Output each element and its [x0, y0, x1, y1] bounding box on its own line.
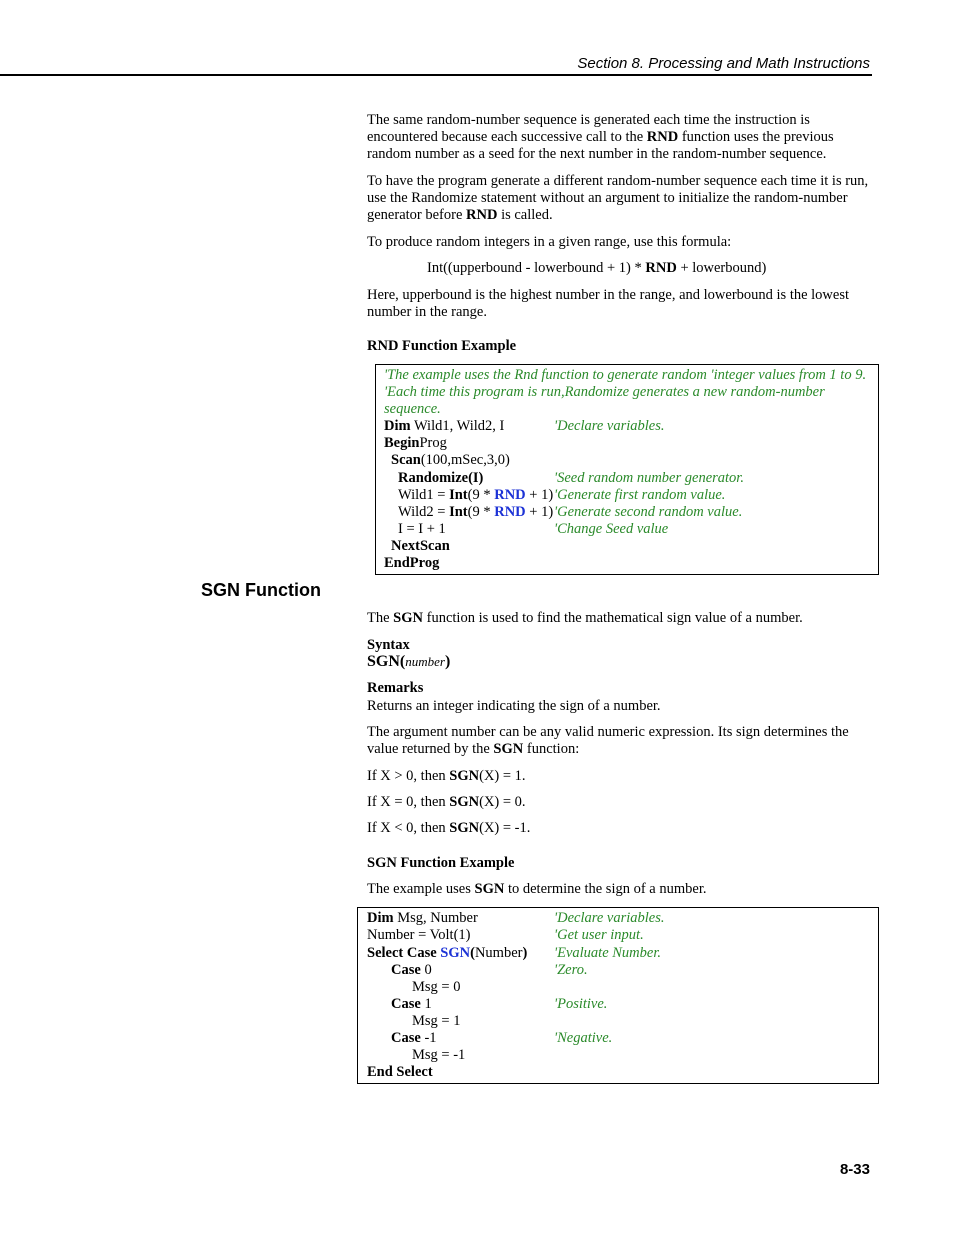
remarks-text-1: Returns an integer indicating the sign of a number. — [367, 698, 661, 714]
code-comment: 'Zero. — [554, 962, 588, 978]
syntax-label: Syntax — [367, 637, 410, 653]
remarks-text-2: The argument number can be any valid numeric expression. Its sign determines the value returned by the SGN function: — [367, 724, 849, 757]
syntax-signature: SGN(number) — [367, 653, 451, 670]
code-comment: 'Generate first random value. — [554, 487, 726, 503]
code-comment: 'Declare variables. — [554, 910, 665, 926]
code-comment: 'Negative. — [554, 1030, 613, 1046]
code-line-msg-1: Msg = 1 — [412, 1013, 461, 1029]
page-number: 8-33 — [839, 1161, 870, 1178]
code-line-beginprog: BeginProg — [384, 435, 447, 451]
sgn-example-intro: The example uses SGN to determine the sign of a number. — [367, 881, 707, 897]
code-line-case-neg1: Case -1 — [391, 1030, 437, 1046]
code-comment: 'Seed random number generator. — [554, 470, 744, 486]
rnd-example-heading: RND Function Example — [367, 338, 517, 354]
code-line-scan: Scan(100,mSec,3,0) — [391, 452, 510, 468]
code-line-case-1: Case 1 — [391, 996, 432, 1012]
code-line-nextscan: NextScan — [391, 538, 450, 554]
code-line-increment: I = I + 1 — [398, 521, 446, 537]
remarks-label: Remarks — [367, 680, 424, 696]
code-line-select-case: Select Case SGN(Number) — [367, 945, 528, 961]
sgn-example-heading: SGN Function Example — [367, 855, 515, 871]
code-comment: 'Get user input. — [554, 927, 644, 943]
rnd-code-box — [375, 364, 879, 575]
rnd-paragraph-1: The same random-number sequence is generated each time the instruction is encountered because each successive call to the RND function uses the previous random number as a seed for the next number in the random-number sequence. — [367, 112, 834, 162]
code-line-wild2: Wild2 = Int(9 * RND + 1) — [398, 504, 554, 520]
code-line-dim: Dim Wild1, Wild2, I — [384, 418, 505, 434]
code-line-number: Number = Volt(1) — [367, 927, 471, 943]
code-line-wild1: Wild1 = Int(9 * RND + 1) — [398, 487, 554, 503]
rnd-paragraph-4: Here, upperbound is the highest number in the range, and lowerbound is the lowest number in the range. — [367, 287, 850, 320]
running-header: Section 8. Processing and Math Instructions — [577, 55, 870, 72]
header-rule — [0, 74, 872, 76]
sgn-rule-zero: If X = 0, then SGN(X) = 0. — [367, 794, 526, 810]
code-line-dim: Dim Msg, Number — [367, 910, 478, 926]
sgn-rule-positive: If X > 0, then SGN(X) = 1. — [367, 768, 526, 784]
rnd-paragraph-2: To have the program generate a different random-number sequence each time it is run, use the Randomize statement without an argument to initialize the random-number generator before RND is called. — [367, 173, 869, 223]
code-line-msg-neg1: Msg = -1 — [412, 1047, 466, 1063]
code-comment: 'The example uses the Rnd function to generate random 'integer values from 1 to 9. — [384, 367, 867, 383]
code-line-end-select: End Select — [367, 1064, 433, 1080]
code-line-randomize: Randomize(I) — [398, 470, 484, 486]
rnd-formula: Int((upperbound - lowerbound + 1) * RND + lowerbound) — [427, 260, 767, 276]
code-line-endprog: EndProg — [384, 555, 440, 571]
sgn-intro: The SGN function is used to find the mathematical sign value of a number. — [367, 610, 803, 626]
code-line-msg-0: Msg = 0 — [412, 979, 461, 995]
code-comment: 'Each time this program is run,Randomize generates a new random-number — [384, 384, 825, 400]
code-comment: 'Declare variables. — [554, 418, 665, 434]
code-line-case-0: Case 0 — [391, 962, 432, 978]
code-comment: 'Evaluate Number. — [554, 945, 662, 961]
code-comment: 'Positive. — [554, 996, 608, 1012]
code-comment: 'Change Seed value — [554, 521, 669, 537]
sgn-rule-negative: If X < 0, then SGN(X) = -1. — [367, 820, 531, 836]
sgn-code-box — [357, 907, 879, 1084]
code-comment: sequence. — [384, 401, 441, 417]
sgn-section-heading: SGN Function — [201, 580, 321, 600]
code-comment: 'Generate second random value. — [554, 504, 743, 520]
rnd-paragraph-3: To produce random integers in a given range, use this formula: — [367, 234, 732, 250]
